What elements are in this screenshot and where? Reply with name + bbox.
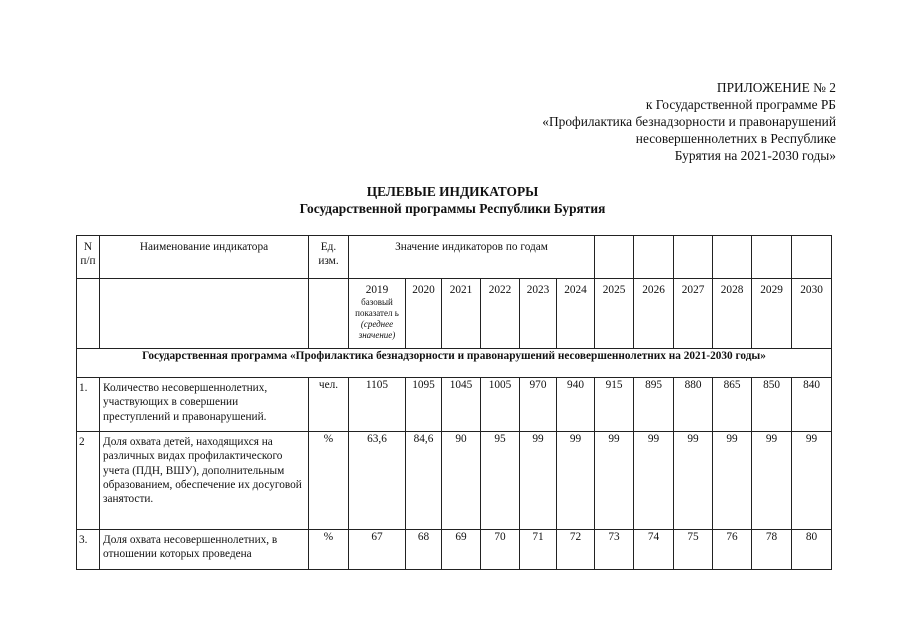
row-value: 71 [520, 530, 557, 570]
year-base-desc: базовый показател ь [355, 297, 399, 319]
year-header: 2028 [713, 279, 752, 349]
row-unit: чел. [309, 378, 349, 432]
indicators-table [76, 235, 832, 570]
year-base-label: 2019 [365, 284, 389, 296]
row-value: 915 [595, 378, 634, 432]
document-title [0, 183, 905, 217]
row-value: 73 [595, 530, 634, 570]
row-value: 99 [713, 432, 752, 530]
header-values: Значение индикаторов по годам [349, 236, 595, 279]
appendix-line: «Профилактика безнадзорности и правонарушений [542, 114, 836, 129]
program-title: Государственная программа «Профилактика безнадзорности и правонарушений несовершеннолетних на 2021-2030 годы» [77, 349, 832, 378]
title-sub: Государственной программы Республики Бурятия [299, 201, 606, 216]
row-unit: % [309, 530, 349, 570]
row-value: 74 [634, 530, 674, 570]
row-value: 99 [674, 432, 713, 530]
row-value: 840 [792, 378, 832, 432]
row-value: 865 [713, 378, 752, 432]
year-header: 2025 [595, 279, 634, 349]
header-unit: Ед. изм. [309, 236, 349, 279]
row-value: 99 [752, 432, 792, 530]
year-header: 2024 [557, 279, 595, 349]
row-number: 2 [77, 432, 100, 530]
row-value: 99 [792, 432, 832, 530]
year-header: 2026 [634, 279, 674, 349]
year-header: 2021 [442, 279, 481, 349]
row-value: 1105 [349, 378, 406, 432]
row-value: 99 [595, 432, 634, 530]
row-value: 67 [349, 530, 406, 570]
row-value: 90 [442, 432, 481, 530]
row-number: 1. [77, 378, 100, 432]
row-value: 1045 [442, 378, 481, 432]
year-header: 2029 [752, 279, 792, 349]
row-value: 940 [557, 378, 595, 432]
row-value: 95 [481, 432, 520, 530]
year-base-note: (среднее значение) [358, 319, 396, 341]
row-number: 3. [77, 530, 100, 570]
appendix-line: к Государственной программе РБ [645, 97, 836, 112]
table-row [77, 530, 832, 570]
row-value: 895 [634, 378, 674, 432]
row-value: 970 [520, 378, 557, 432]
year-header: 2027 [674, 279, 713, 349]
appendix-line: Бурятия на 2021-2030 годы» [674, 148, 836, 163]
table-row [77, 378, 832, 432]
header-row [77, 236, 832, 279]
row-value: 1005 [481, 378, 520, 432]
year-header: 2030 [792, 279, 832, 349]
row-value: 850 [752, 378, 792, 432]
row-value: 75 [674, 530, 713, 570]
row-value: 99 [520, 432, 557, 530]
row-value: 1095 [406, 378, 442, 432]
year-header: 2023 [520, 279, 557, 349]
row-value: 63,6 [349, 432, 406, 530]
year-base [349, 279, 406, 349]
row-indicator-name: Доля охвата несовершеннолетних, в отношении которых проведена [100, 530, 309, 570]
row-value: 80 [792, 530, 832, 570]
header-name: Наименование индикатора [100, 236, 309, 279]
row-unit: % [309, 432, 349, 530]
row-value: 99 [634, 432, 674, 530]
appendix-line: несовершеннолетних в Республике [635, 131, 836, 146]
row-value: 68 [406, 530, 442, 570]
header-num: N п/п [77, 236, 100, 279]
year-header: 2022 [481, 279, 520, 349]
years-row [77, 279, 832, 349]
row-value: 70 [481, 530, 520, 570]
row-indicator-name: Количество несовершеннолетних, участвующих в совершении преступлений и правонарушений. [100, 378, 309, 432]
appendix-number: ПРИЛОЖЕНИЕ № 2 [716, 80, 836, 95]
program-row [77, 349, 832, 378]
row-value: 69 [442, 530, 481, 570]
row-value: 78 [752, 530, 792, 570]
row-value: 880 [674, 378, 713, 432]
table-row [77, 432, 832, 530]
appendix-header [542, 79, 836, 164]
year-header: 2020 [406, 279, 442, 349]
row-indicator-name: Доля охвата детей, находящихся на различных видах профилактического учета (ПДН, ВШУ), дополнительным образованием, обеспечение их досуговой занятости. [100, 432, 309, 530]
row-value: 99 [557, 432, 595, 530]
title-main: ЦЕЛЕВЫЕ ИНДИКАТОРЫ [366, 184, 539, 199]
row-value: 76 [713, 530, 752, 570]
row-value: 72 [557, 530, 595, 570]
row-value: 84,6 [406, 432, 442, 530]
